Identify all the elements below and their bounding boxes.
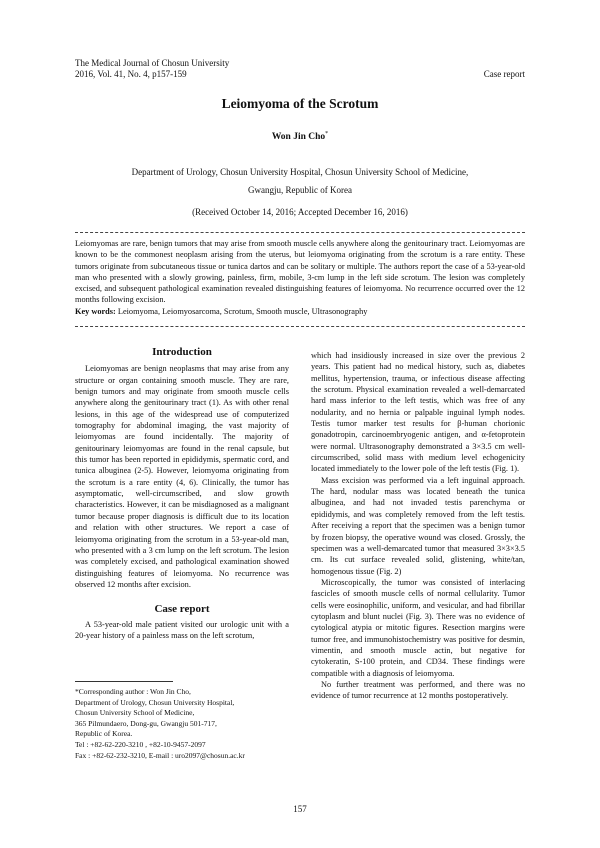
abstract — [75, 238, 525, 317]
case-paragraph-1: which had insidiously increased in size over the previous 2 years. This patient had no medical history, such as, diabetes mellitus, hypertension, trauma, or infectious disease affecting the scrotum. Physical examination revealed a well-demarcated hard mass inferior to the left testis, which was free of any nodularity, and no hernia or palpable inguinal lymph nodes. Testis tumor marker test results for β-human chorionic gonadotropin, carcinoembryogenic antigen, and α-fetoprotein were normal. Ultrasonography demonstrated a 3×3.5 cm well-circumscribed, solid mass with medium level echogenicity located immediately to the lower pole of the left testis (Fig. 1). — [311, 351, 525, 474]
case-paragraph-4: No further treatment was performed, and there was no evidence of tumor recurrence at 12 months postoperatively. — [311, 679, 525, 701]
affiliation — [75, 163, 525, 199]
footnote-rule — [75, 681, 173, 682]
divider-top — [75, 232, 525, 233]
case-paragraph-3: Microscopically, the tumor was consisted of interlacing fascicles of smooth muscle cells of normal cellularity. Tumor cells were eosinophilic, uniform, and vesicular, and had fibrillar cytoplasm and blunt nuclei (Fig. 3). There was no evidence of cytological atypia or mitotic figures. Resection margins were tumor free, and immunohistochemistry was positive for desmin, vimentin, and smooth muscle actin, but negative for cytokeratin, S-100 protein, and CD34. These findings were compatible with a diagnosis of leiomyoma. — [311, 577, 525, 678]
page-number: 157 — [293, 804, 307, 814]
keywords-text: Leiomyoma, Leiomyosarcoma, Scrotum, Smooth muscle, Ultrasonography — [117, 306, 368, 316]
article-title: Leiomyoma of the Scrotum — [221, 96, 379, 111]
affiliation-line2: Gwangju, Republic of Korea — [248, 185, 352, 195]
right-column — [311, 350, 525, 702]
footnote-line: Tel : +82-62-220-3210 , +82-10-9457-2097 — [75, 739, 206, 749]
affiliation-line1: Department of Urology, Chosun University Hospital, Chosun University School of Medicine, — [131, 167, 469, 177]
case-report-paragraph: A 53-year-old male patient visited our urologic unit with a 20-year history of a painless mass on the left scrotum, — [75, 619, 289, 640]
footnote-line: Chosun University School of Medicine, — [75, 708, 195, 718]
journal-name: The Medical Journal of Chosun University — [75, 58, 230, 68]
footnote-line: Republic of Korea. — [75, 729, 133, 739]
case-paragraph-2: Mass excision was performed via a left inguinal approach. The hard, nodular mass was located beneath the tunica albuginea, and had not invaded testis parenchyma or epididymis, and was completely removed from the left testis. After receiving a report that the specimen was a benign tumor by frozen biopsy, the operative wound was closed. Grossly, the specimen was a well-demarcated tumor that measured 3×3×3.5 cm. Its cut surface revealed solid, glistening, white/tan, homogenous tissue (Fig. 2) — [311, 475, 525, 576]
keywords — [75, 306, 525, 317]
left-column — [75, 347, 289, 641]
footnote-line: Department of Urology, Chosun University Hospital, — [75, 697, 235, 707]
article-type: Case report — [483, 69, 525, 79]
author-line — [0, 131, 600, 142]
introduction-paragraph: Leiomyomas are benign neoplasms that may arise from any structure or organ containing smooth muscle. They are rare, benign tumors and may originate from smooth muscle cells anywhere along the genitourinary tract (1). As with other renal lesions, in this age of the widespread use of computerized tomography for abdominal imaging, the vast majority of leiomyomas are found incidentally. The majority of genitourinary leiomyomas are found in the renal capsule, but this tumor has been reported in epididymis, spermatic cord, and tunica albuginea (2-5). However, leiomyoma originating from the scrotum is a rare entity (4, 6). Clinically, the tumor has asymptomatic, well-circumscribed, and slow growth characteristics. However, it can be misdiagnosed as a malignant tumor because proper diagnosis is difficult due to its location and relation with other structures. We report a case of leiomyoma originating from the scrotum in a 53-year-old man, who presented with a 3 cm lump on the left scrotum. The lesion was completely excised, and pathological examination showed distinguishing features of leiomyoma. No recurrence was observed 12 months after excision. — [75, 364, 289, 589]
author-mark: * — [325, 131, 329, 137]
introduction-heading: Introduction — [152, 346, 212, 358]
received-dates: (Received October 14, 2016; Accepted December 16, 2016) — [192, 207, 408, 217]
abstract-text: Leiomyomas are rare, benign tumors that may arise from smooth muscle cells anywhere along the genitourinary tract. Leiomyomas are known to be the commonest neoplasm arising from the uterus, but leiomyoma originating from the scrotum is a rare entity. These tumors originate from subcutaneous tissue or tunica dartos and can be solitary or multiple. The authors report the case of a 53-year-old man who presented with a slowly growing, painless, firm, mobile, 3-cm lump in the left side scrotum. The lesion was completely excised, and subsequent pathological examination revealed distinguishing features of leiomyoma. No recurrence occurred over the 12 months following excision. — [75, 239, 525, 305]
footnote-line: 365 Pilmundaero, Dong-gu, Gwangju 501-717, — [75, 718, 217, 728]
author-name: Won Jin Cho — [271, 132, 326, 143]
footnote-line: *Corresponding author : Won Jin Cho, — [75, 687, 191, 696]
footnote — [75, 687, 289, 761]
case-report-heading: Case report — [154, 603, 210, 616]
footnote-line: Fax : +82-62-232-3210, E-mail : uro2097@chosun.ac.kr — [75, 750, 245, 760]
keywords-label: Key words: — [75, 306, 116, 316]
divider-bottom — [75, 326, 525, 327]
journal-issue: 2016, Vol. 41, No. 4, p157-159 — [75, 69, 187, 79]
journal-header — [75, 58, 229, 80]
